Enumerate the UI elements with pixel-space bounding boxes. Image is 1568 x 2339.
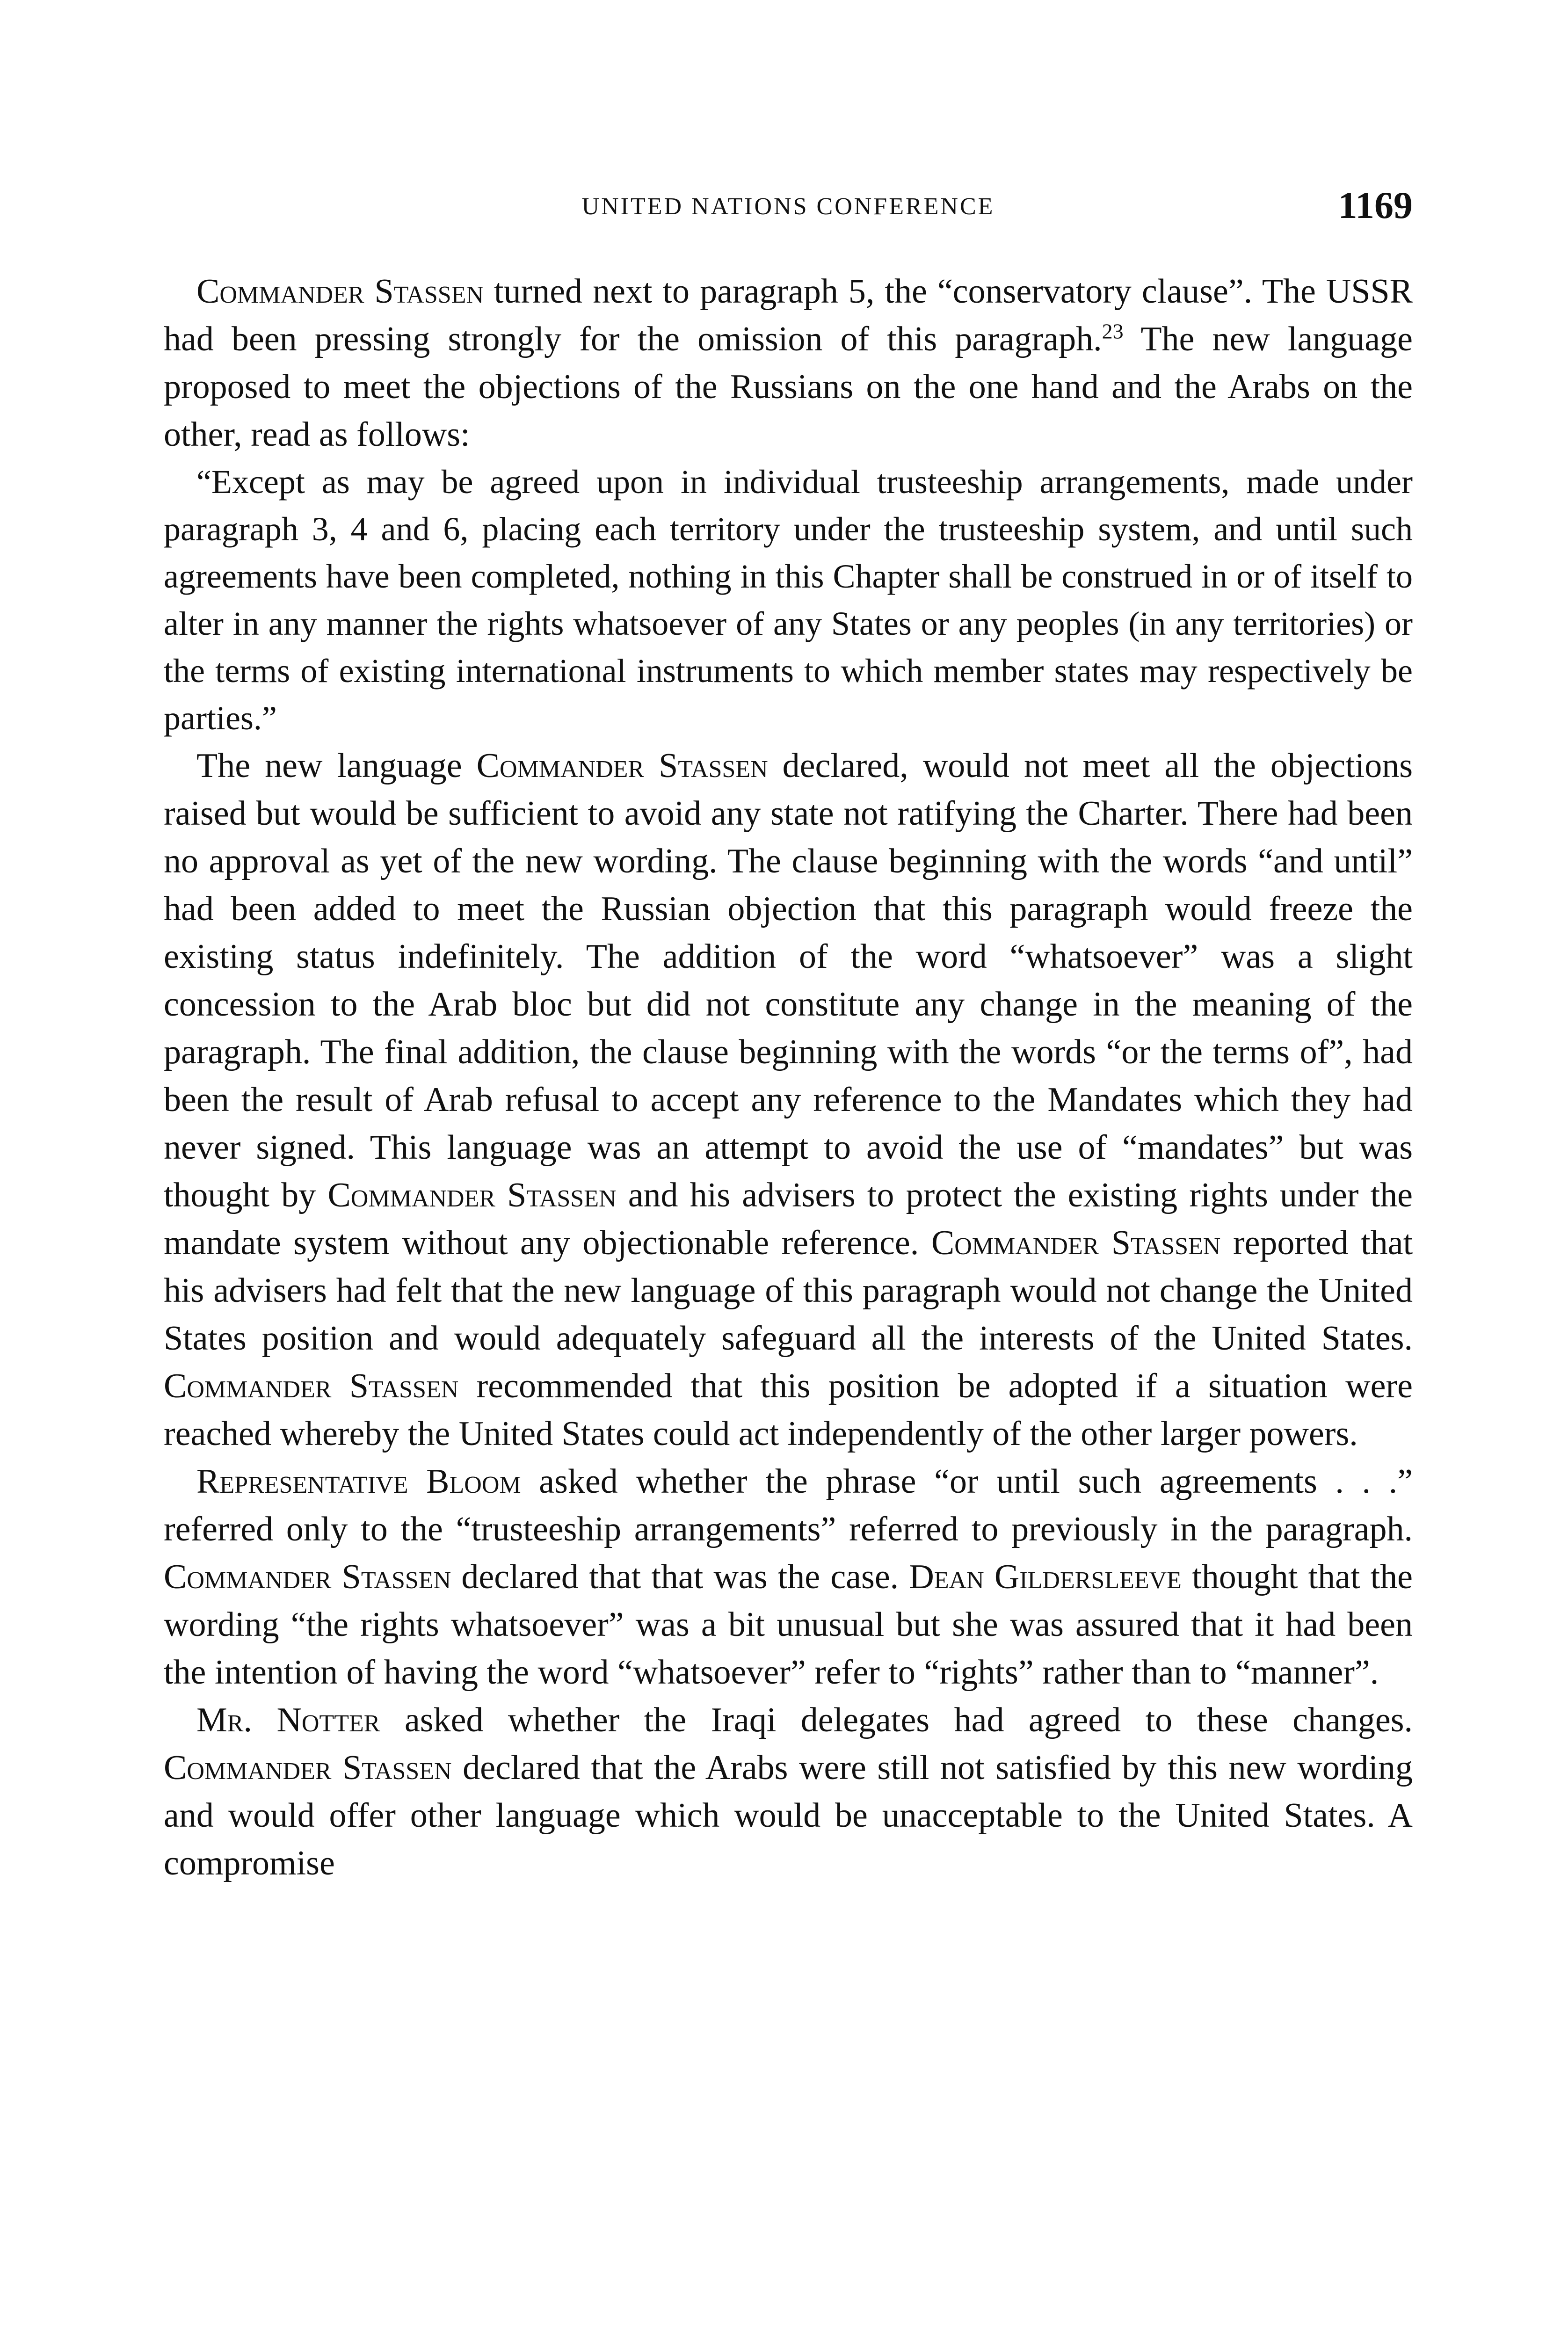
speaker-name: Commander Stassen xyxy=(164,1367,459,1405)
paragraph-4 xyxy=(164,1696,1413,1887)
speaker-name: Mr. Notter xyxy=(196,1701,380,1739)
paragraph-text: declared, would not meet all the objections raised but would be sufficient to avoid any state not ratifying the Charter. There had been no approval as yet of the new wording. The clause beginning with the words “and until” had been added to meet the Russian objection that this paragraph would freeze the existing status indefinitely. The addition of the word “whatsoever” was a slight concession to the Arab bloc but did not constitute any change in the meaning of the paragraph. The final addition, the clause beginning with the words “or the terms of”, had been the result of Arab refusal to accept any reference to the Mandates which they had never signed. This language was an attempt to avoid the use of “mandates” but was thought by xyxy=(164,747,1413,1214)
paragraph-text: The new language xyxy=(196,747,477,785)
paragraph-2 xyxy=(164,742,1413,1458)
speaker-name: Commander Stassen xyxy=(931,1224,1221,1262)
speaker-name: Commander Stassen xyxy=(164,1558,451,1596)
body-text xyxy=(164,268,1413,1887)
paragraph-text: The new language proposed to meet the objections of the Russians on the one hand and the Arabs on the other, read as follows: xyxy=(164,320,1413,454)
speaker-name: Commander Stassen xyxy=(164,1749,452,1787)
paragraph-text: asked whether the Iraqi delegates had agreed to these changes. xyxy=(380,1701,1413,1739)
paragraph-text: declared that that was the case. xyxy=(451,1558,909,1596)
paragraph-3 xyxy=(164,1458,1413,1696)
footnote-reference: 23 xyxy=(1102,319,1124,343)
speaker-name: Commander Stassen xyxy=(476,747,768,785)
running-title: UNITED NATIONS CONFERENCE xyxy=(581,193,995,220)
paragraph-text: recommended that this position be adopted if a situation were reached whereby the United States could act independently of the other larger powers. xyxy=(164,1367,1413,1453)
paragraph-text: declared that the Arabs were still not satisfied by this new wording and would offer other language which would be unacceptable to the United States. A compromise xyxy=(164,1749,1413,1882)
paragraph-text: asked whether the phrase “or until such agreements . . .” referred only to the “trusteeship arrangements” referred to previously in the paragraph. xyxy=(164,1462,1413,1548)
speaker-name: Commander Stassen xyxy=(327,1176,617,1214)
speaker-name: Dean Gildersleeve xyxy=(909,1558,1182,1596)
paragraph-text: reported that his advisers had felt that the new language of this paragraph would not change the United States position and would adequately safeguard all the interests of the United States. xyxy=(164,1224,1413,1358)
paragraph-text: turned next to paragraph 5, the “conservatory clause”. The USSR had been pressing strongly for the omission of this paragraph. xyxy=(164,272,1413,358)
paragraph-text: thought that the wording “the rights whatsoever” was a bit unusual but she was assured that it had been the intention of having the word “whatsoever” refer to “rights” rather than to “manner”. xyxy=(164,1558,1413,1692)
page-number: 1169 xyxy=(1338,184,1413,226)
speaker-name: Commander Stassen xyxy=(196,272,484,311)
running-head xyxy=(164,183,1413,235)
block-quote: “Except as may be agreed upon in individual trusteeship arrangements, made under paragraph 3, 4 and 6, placing each territory under the trusteeship system, and until such agreements have been completed, nothing in this Chapter shall be construed in or of itself to alter in any manner the rights whatsoever of any States or any peoples (in any territories) or the terms of existing international instruments to which member states may respectively be parties.” xyxy=(164,463,1413,737)
paragraph-1 xyxy=(164,268,1413,458)
paragraph-text: and his advisers to protect the existing rights under the mandate system without any objectionable reference. xyxy=(164,1176,1413,1262)
speaker-name: Representative Bloom xyxy=(196,1462,521,1501)
